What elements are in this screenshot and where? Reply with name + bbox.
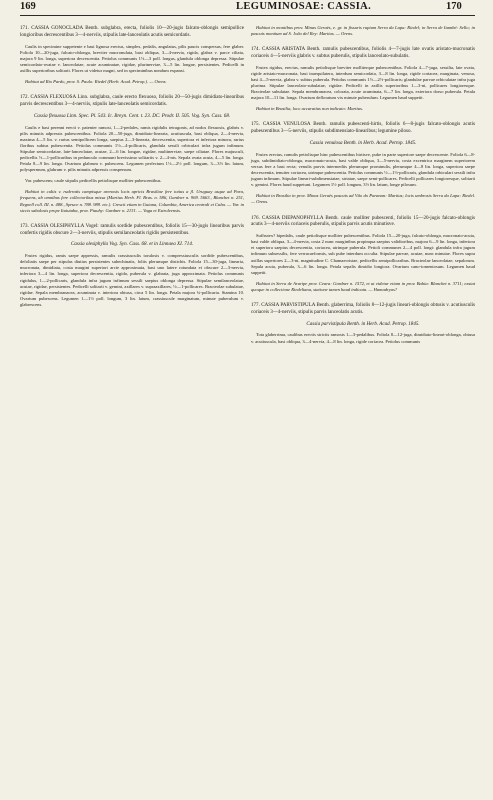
species-176-habitat: Habitat in Serra de Araripe prov. Ceara: Gardner n. 1572, et ut videtur etiam in prov. Bahia: Blanchet n. 3711; exstat quoque in collectione Riedeliana, statione tamen haud indicata. — Hamadryas? — [251, 280, 475, 292]
running-title: LEGUMINOSAE: CASSIA. — [236, 1, 372, 12]
section-number: 170 — [446, 1, 462, 12]
species-174-description: Frutex rigidus, erectus, ramulis petiolisque breviter molliterque pubescentibus. Foliola 4—7-juga, sessilia, late ovata, rigide aristato-mucronata, basi inaequilatera, interdum semicordata, 3—8 lin. longa, rigide coriacea, marginata, venosa, basi 4—5-nervia, glabra v. subtus puberula. Petiolus communis 1½—2½-pollicaris; glandulae parvae orbiculatae infra juga plurima. Stipulae lanceolato-subulatae, rigidae. Pedicelli in axillis superioribus 1—3-ni, pollicares longioresque. Bracteolae subulatae. Sepala membranacea, colorata, acute acuminata, 6—7 lin. longa, exteriora dorso puberula. Petala majora 10—11 lin. longa. Ovarium defloratum vix minute puberulum. Legumen haud suppetit. — [251, 64, 475, 101]
species-176-description: Suffrutex? bipedalis, caule petiolisque molliter pubescentibus. Foliola 15—20-juga, falcato-oblonga, mucronato-acuta, basi valde obliqua, 3—4-nervia, costa 2 nunc marginibus propinqua saepius validioribus, majora 6—9 lin. longa, inferiora et superiora saepius decrescentia, coriacea, utrinque puberula. Petioli communes 2—4 poll. longi: glandula infra jugum infimum subsessilis, fere verrucaeformis, sub pube interdum occulta. Stipulae parvae, acutae, nunc minutae. Flores supra axillas superiores 2—3-ni, magnitudine C. Chamaecristae, pedicellis semipollicaribus. Bracteolae lanceolatae, sepalorum. Sepala acuta, puberula, 3—6 lin. longa. Petala sepalis dimidio longiora. Ovarium cano-tomentosum. Legumen haud suppetit. — [251, 233, 475, 275]
species-175-habitat: Habitat in Brasilia in prov. Minas Geraës pascuis ad Vão do Paranan: Martius; locis umbrosis Serra da Lapa: Riedel. — Orens. — [251, 193, 475, 205]
species-172-diagnosis: 172. CASSIA FLEXUOSA Linn. subglabra, caule erecto flexuoso, foliolis 20—50-jugis dimidiato-linearibus parvis decrescentibus 3—4-nerviis, stipulis late-lanceolatis semicordatis. — [20, 94, 244, 107]
species-173-diagnosis: 173. CASSIA OLESIPHYLLA Vogel: ramulis sordide pubescentibus, foliolis 15—30-jugis linearibus parvis confertis rigidis obscure 2—3-nerviis, stipulis semilanceolatis rigidis persistentibus. — [20, 222, 244, 236]
species-173-description: Frutex rigidus, ramis saepe appressis, ramulis crassiusculis torulosis v. compressiusculis sordide pubescentibus, defoliatis saepe per stipulas diutius persistentes subechinatis, foliis plerumque distichis. Foliola 15—30-juga, linearia, mucronata, dimidiata, costa margini superiori arcte approximata, basi uno latere rotundata et obscure 2—3-nervia, inferiora 3—4 lin. longa, superiora decrescentia, rigida, puberula v. glabrata, juga approximata. Petiolus communis rigidulus, 1—2-pollicaris, glandula infra jugum infimum sessili saepius oblonga depressa. Stipulae semilanceolatae, acutae, rigidae, persistentes. Pedicelli solitarii v. gemini, axillares v. supraaxillares, ½—1-pollicares. Bracteolae subulatae, rigidae. Sepala membranacea, acuminata v. interiora obtusa, circa 5 lin. longa. Petala majora ¾-pollicaria. Stamina 10. Ovarium pubescens. Legumen 1—1½ poll. longum, 3 lin. latum, crassiuscule marginatum, minute puberulum v. glabrescens. — [20, 253, 244, 307]
page-number: 169 — [20, 1, 36, 12]
species-171-description: Caulis in specimine suppetente e basi lignosa erectus, simplex, pedalis, angulatus, pilis paucis conspersus, fere glaber. Foliola 10—20-juga, falcato-oblonga, breviter mucronulata, basi obliqua, 3—4-nervia, rigida, glabra v. parce ciliata, majora 9 lin. longa, superiora decrescentia. Petiolus communis 1½—3 poll. longus, glandula oblonga depressa. Stipulae semicordato-ovatae v. lanceolatae, acute acuminatae, rigidae, plurinerviae, 3—5 lin. longae, persistentes. Pedicelli in axillis superioribus solitarii. Flores ut videtur magni, sed in speciminibus nondum expansi. — [20, 43, 244, 73]
species-172-description: Caulis e basi perenni erecti v. patenter ramosi, 1—2-pedales, ramis rigidulis tetragonis, ad nodos flexuosis, glabris v. pilis minutis adpressis pubescentibus. Foliola 20—50-juga, dimidiato-linearia, acutiuscula, basi obliqua, 2—4-nervia, maxima 4—5 lin. v. rarius semipollicem longa, saepius 2—3-linearia, decrescentia, superiora et inferiora minora, rarius floribus subtus pubescentia. Petiolus communis 1½—4-pollicaris, glandula sessili orbiculari infra jugum infimum. Stipulae semicordatae, late-lanceolatae, acutae, 2—6 lin. longae, rigidae, multinerviae, saepe ciliatae. Flores majusculi, pedicellis ½—1-pollicaribus in pedunculo communi brevissimo solitariis v. 2—4-nis. Sepala ovata acuta, 4—5 lin. longa. Petala 8—9 lin. longa. Ovarium glabrum v. pubescens. Legumen perfectum 1½—2½ poll. longum, 3—3½ lin. latum, polyspermum, glabrum v. pilis minutis adpressis conspersum. — [20, 124, 244, 173]
species-175-citation: Cassia venulosa Benth. in Herb. Acad. Petrop. 1845. — [309, 140, 417, 147]
species-174-habitat: Habitat in Brasilia, loco accuratius non indicato: Martius. — [256, 106, 363, 112]
species-172-citation: Cassia flexuosa Linn. Spec. Pl. 543. Ic. Breyn. Cent. t. 23. DC. Prodr. II. 505. Vog. Syn. Cass. 68. — [33, 112, 231, 119]
species-175-description: Frutex erectus, ramulis petiolisque hinc pubescentibus hirtisve, pube in parte superiore saepe decrescente. Foliola 6—8-juga, subdimidiato-oblonga, mucronato-acuta, basi valde obliqua, 3—5-nervia, costa excentrica marginem superiorem versus fere a basi recta; venulis parvis intermediis plerumque prominulis, plerumque 4—8 lin. longa, superiora saepe decrescentia, tenuiter coriacea, utrinque pubescentia. Petiolus communis ½—1½-pollicaris, glandula orbiculari sessili infra jugum infimum. Stipulae lineari-subdimensiatae, striatae, saepe semi-pollicares. Pedicelli pollicares longioresque, solitarii v. gemini. Flores haud suppetunt. Legumen 1½ poll. longum, 3½ lin. latum, longe pilosum. — [251, 151, 475, 188]
species-175-diagnosis: 175. CASSIA VENULOSA Benth. ramulis pubescenti-hirtis, foliolis 6—8-jugis falcato-oblongis acutis pubescentibus 3—5-nerviis, stipulis subdimensiato-linearibus; legumine piloso. — [251, 121, 475, 135]
species-177-citation: Cassia parvistipula Benth. in Herb. Acad. Petrop. 1845. — [306, 320, 420, 327]
species-177-description: Tota glaberrima, caulibus erectis strictis ramosis 1—3-pedalibus. Foliola 8—12-juga, dimidiato-lineari-oblonga, obtusa v. acutiuscula, basi obliqua, 3—4-nervia, 4—8 lin. longa, rigide coriacea. Petiolus communis — [251, 332, 475, 344]
species-172-habitat: Habitat in cultis v. ruderatis campisque arenosis locis apricis Brasiliae fere totius a fl. Uruguay usque ad Para, frequens, ab omnibus fere collectoribus missa (Martius Herb. Fl. Bras. n. 586, Gardner n. 969. 5663., Blanchet n. 251, Regnell coll. III. n. 488., Spruce n. 788. 989. etc.). Crescit etiam in Guiana, Columbia, America centrali et Cuba. — Var. in siccis sabulosis prope Ituiutaba, prov. Piauhy: Gardner n. 2131. — Vaga et Estroleensis. — [20, 189, 244, 213]
species-172-variety: Var. pubescens; caule stipulis pedicellis petiolisque molliter pubescentibus. — [25, 178, 162, 184]
species-171-diagnosis: 171. CASSIA GONOCLADA Benth. subglabra, erecta, foliolis 10—20-jugis falcato-oblongis semipollice longioribus decrescentibus 3—4-nerviis, stipulis late-lanceolatis acutis semicordatis. — [20, 25, 244, 38]
right-column — [251, 25, 475, 350]
left-column — [20, 25, 244, 313]
species-174-diagnosis: 174. CASSIA ARISTATA Benth. ramulis pubescentibus, foliolis 4—7-jugis late ovatis aristato-mucronatis coriaceis 4—5-nerviis glabris v. subtus puberulis, stipulis lanceolato-subulatis. — [251, 46, 475, 59]
running-header — [0, 0, 493, 14]
species-173-habitat: Habitat in montibus prov. Minas Geraës, e. gr. in fissuris rupium Serra da Lapa: Riedel; in Serra de Itambé: Sello; in pascuis montium ad S. João del Rey: Martius. — Orens. — [251, 25, 475, 37]
species-173-citation: Cassia olesiphylla Vog. Syn. Cass. 68. et in Linnaea XI. 714. — [70, 241, 194, 248]
species-177-diagnosis: 177. CASSIA PARVISTIPULA Benth. glaberrima, foliolis 8—12-jugis lineari-oblongis obtusis v. acutiusculis coriaceis 3—4-nerviis, stipulis parvis lanceolatis acutis. — [251, 302, 475, 315]
species-171-habitat: Habitat ad Rio Pardo, prov. S. Paulo: Riedel (Herb. Acad. Petrop.). — Orens. — [25, 79, 167, 85]
header-rule — [20, 15, 475, 16]
species-176-diagnosis: 176. CASSIA DIEPANOPHYLLA Benth. caule molliter pubescenti, foliolis 15—20-jugis falcato-oblongis acutis 3—4-nerviis coriaceis puberulis, stipulis parvis acutis minutisve. — [251, 214, 475, 228]
